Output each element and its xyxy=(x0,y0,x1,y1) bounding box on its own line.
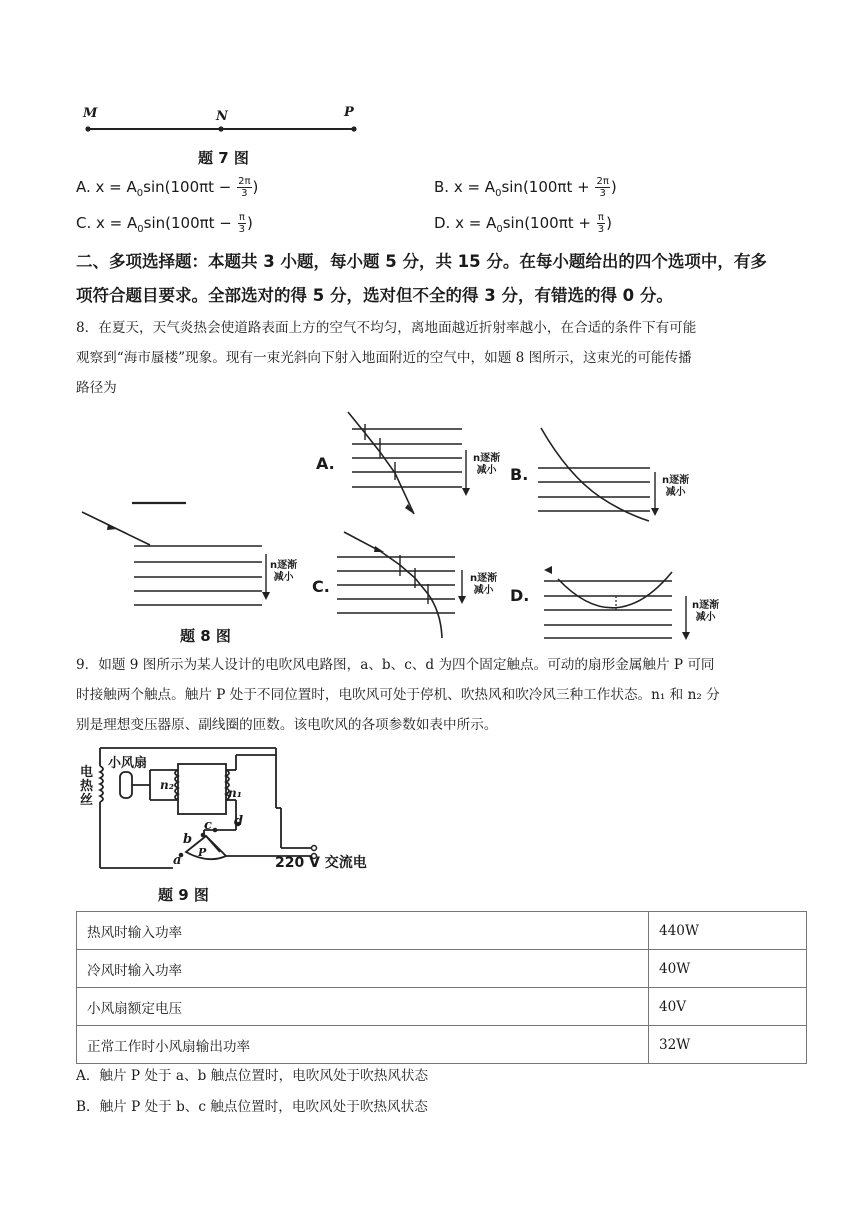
n-decrease-label-a: n逐渐 减小 xyxy=(473,453,501,476)
param-value: 40V xyxy=(649,988,807,1026)
section-2-line-1: 二、多项选择题：本题共 3 小题，每小题 5 分，共 15 分。在每小题给出的四个选项中，有多 xyxy=(76,252,767,271)
param-name: 正常工作时小风扇输出功率 xyxy=(77,1026,649,1064)
n2-label: n₂ xyxy=(160,778,174,792)
question-9-text: 9．如题 9 图所示为某人设计的电吹风电路图，a、b、c、d 为四个固定触点。可动的扇形金属触片 P 可同 时接触两个触点。触片 P 处于不同位置时，电吹风可处于停机、吹热风和吹冷风三种工作状态。n₁ 和 n₂ 分 别是理想变压器原、副线圈的匝数。该电吹风的各项参数如表中所示。 xyxy=(76,657,720,733)
fraction: $\frac{\pi}{3}$ xyxy=(597,212,605,235)
contact-d-label: d xyxy=(234,814,244,829)
point-p-dot xyxy=(351,126,356,131)
fig8-option-d-label[interactable]: D. xyxy=(510,586,530,605)
option-a-diagram xyxy=(348,412,470,514)
fig8-option-b-label[interactable]: B. xyxy=(510,465,529,484)
fraction: $\frac{2\pi}{3}$ xyxy=(596,176,609,199)
table-row xyxy=(77,950,807,988)
slider-p-label: P xyxy=(198,846,207,859)
option-d-diagram xyxy=(544,566,690,640)
param-name: 小风扇额定电压 xyxy=(77,988,649,1026)
table-row xyxy=(77,1026,807,1064)
parameters-table xyxy=(76,911,807,1064)
figure-8-diagram xyxy=(0,400,868,650)
q7-option-d[interactable]: D. $x = A_0\sin(100\pi t$ + $\frac{\pi}{3}$ ) xyxy=(434,212,612,235)
param-value: 440W xyxy=(649,912,807,950)
heater-label: 电 热 丝 xyxy=(80,765,94,808)
table-row xyxy=(77,912,807,950)
question-8-text: 8．在夏天，天气炎热会使道路表面上方的空气不均匀，离地面越近折射率越小，在合适的条件下有可能 观察到“海市蜃楼”现象。现有一束光斜向下射入地面附近的空气中，如题 8 图所示，这束光的可能传播 路径为 xyxy=(76,320,697,396)
q7-option-b[interactable]: B. $x = A_0\sin(100\pi t$ + $\frac{2\pi}{3}$ ) xyxy=(434,176,617,199)
n-decrease-label-c: n逐渐 减小 xyxy=(470,573,498,596)
n-decrease-label-b: n逐渐 减小 xyxy=(662,475,690,498)
fig8-option-c-label[interactable]: C. xyxy=(312,577,330,596)
point-n-dot xyxy=(218,126,223,131)
n-decrease-label-d: n逐渐 减小 xyxy=(692,600,720,623)
figure-8-caption: 题 8 图 xyxy=(180,627,231,645)
section-2-line-2: 项符合题目要求。全部选对的得 5 分，选对但不全的得 3 分，有错选的得 0 分。 xyxy=(76,286,673,305)
section-2-heading xyxy=(76,245,767,313)
param-value: 32W xyxy=(649,1026,807,1064)
n1-label: n₁ xyxy=(228,786,242,800)
incident-ray-figure xyxy=(82,503,270,605)
q7-option-c[interactable]: C. $x = A_0\sin(100\pi t$ − $\frac{\pi}{3}$ ) xyxy=(76,212,253,235)
param-name: 冷风时输入功率 xyxy=(77,950,649,988)
q9-option-a[interactable]: A．触片 P 处于 a、b 触点位置时，电吹风处于吹热风状态 xyxy=(76,1068,429,1084)
param-value: 40W xyxy=(649,950,807,988)
option-b-diagram xyxy=(538,428,659,521)
fraction: $\frac{\pi}{3}$ xyxy=(238,212,246,235)
point-n-label: N xyxy=(216,109,228,124)
contact-a-label: a xyxy=(173,853,182,868)
table-row xyxy=(77,988,807,1026)
q9-option-b[interactable]: B．触片 P 处于 b、c 触点位置时，电吹风处于吹热风状态 xyxy=(76,1099,428,1115)
param-name: 热风时输入功率 xyxy=(77,912,649,950)
point-p-label: P xyxy=(344,105,354,120)
fan-label: 小风扇 xyxy=(108,756,148,771)
contact-c-label: c xyxy=(204,818,212,833)
fraction: $\frac{2\pi}{3}$ xyxy=(238,176,251,199)
figure-7-caption: 题 7 图 xyxy=(198,149,249,167)
q7-option-a[interactable]: A. $x = A_0\sin(100\pi t$ − $\frac{2\pi}{3}$ ) xyxy=(76,176,259,199)
fig8-option-a-label[interactable]: A. xyxy=(316,454,335,473)
point-m-dot xyxy=(85,126,90,131)
n-decrease-label-main: n逐渐 减小 xyxy=(270,560,298,583)
figure-9-caption: 题 9 图 xyxy=(158,886,209,904)
ac-voltage-label: 220 V 交流电 xyxy=(275,855,367,871)
point-m-label: M xyxy=(83,106,98,121)
option-c-diagram xyxy=(337,532,466,638)
contact-b-label: b xyxy=(183,832,193,847)
